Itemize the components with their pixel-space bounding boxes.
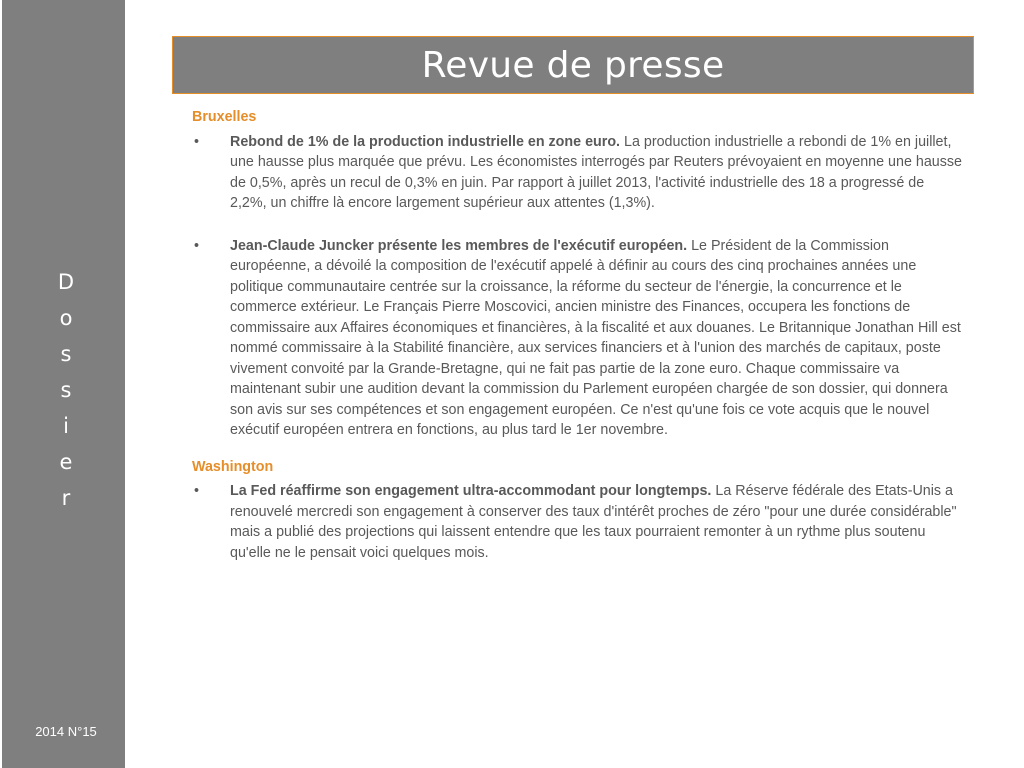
dossier-letter: s [60, 342, 72, 366]
title-bar [172, 36, 974, 94]
news-body: La production industrielle a rebondi de 1% en juillet, une hausse plus marquée que prévu. Les économistes interrogés par Reuters prévoyaient en moyenne une hausse de 0,5%, après un recul de 0,3% en juin. Par rapport à juillet 2013, l'activité industrielle des 18 a progressé de 2,2%, un chiffre là encore largement supérieur aux attentes (1,3%). [230, 133, 962, 211]
section-heading-washington: Washington [192, 458, 274, 475]
dossier-letter: i [63, 414, 69, 438]
dossier-vertical-label [2, 264, 130, 516]
news-item [192, 132, 964, 214]
bullet-icon: • [194, 237, 200, 254]
dossier-letter: D [57, 270, 75, 294]
dossier-letter: e [59, 450, 73, 474]
news-headline: Rebond de 1% de la production industrielle en zone euro. [230, 133, 621, 150]
issue-number: 2014 N°15 [35, 724, 97, 739]
news-headline: La Fed réaffirme son engagement ultra-accommodant pour longtemps. [230, 483, 712, 499]
page-title: Revue de presse [421, 44, 725, 86]
news-body: Le Président de la Commission européenne, a dévoilé la composition de l'exécutif appelé à définir au cours des cinq prochaines années une politique communautaire centrée sur la croissance, la réforme du secteur de l'énergie, la concurrence et le commerce extérieur. Le Français Pierre Moscovici, ancien ministre des Finances, occupera les fonctions de commissaire aux Affaires économiques et financières, à la fiscalité et aux douanes. Le Britannique Jonathan Hill est nommé commissaire à la Stabilité financière, aux services financiers et à l'union des marchés de capitaux, poste vivement convoité par la Grande-Bretagne, qui ne fait pas partie de la zone euro. Chaque commissaire va maintenant subir une audition devant la commission du Parlement européen chargée de son dossier, qui donnera son avis sur ses compétences et son engagement européen. Ce n'est qu'une fois ce vote acquis que le nouvel exécutif européen entrera en fonctions, au plus tard le 1er novembre. [230, 237, 961, 438]
sidebar [0, 0, 125, 768]
news-item [192, 481, 964, 563]
bullet-icon: • [194, 133, 200, 150]
section-heading-bruxelles: Bruxelles [192, 109, 257, 125]
news-body: La Réserve fédérale des Etats-Unis a renouvelé mercredi son engagement à conserver des taux d'intérêt proches de zéro "pour une durée considérable" mais a publié des projections qui laissent entendre que les taux pourraient remonter à un rythme plus soutenu qu'elle ne le pensait voici quelques mois. [230, 483, 957, 561]
news-headline: Jean-Claude Juncker présente les membres de l'exécutif européen. [230, 237, 688, 254]
bullet-icon: • [194, 483, 200, 499]
news-item [192, 236, 964, 441]
dossier-letter: s [60, 378, 72, 402]
dossier-letter: o [59, 306, 73, 330]
dossier-letter: r [61, 486, 71, 510]
content-body [192, 107, 964, 563]
